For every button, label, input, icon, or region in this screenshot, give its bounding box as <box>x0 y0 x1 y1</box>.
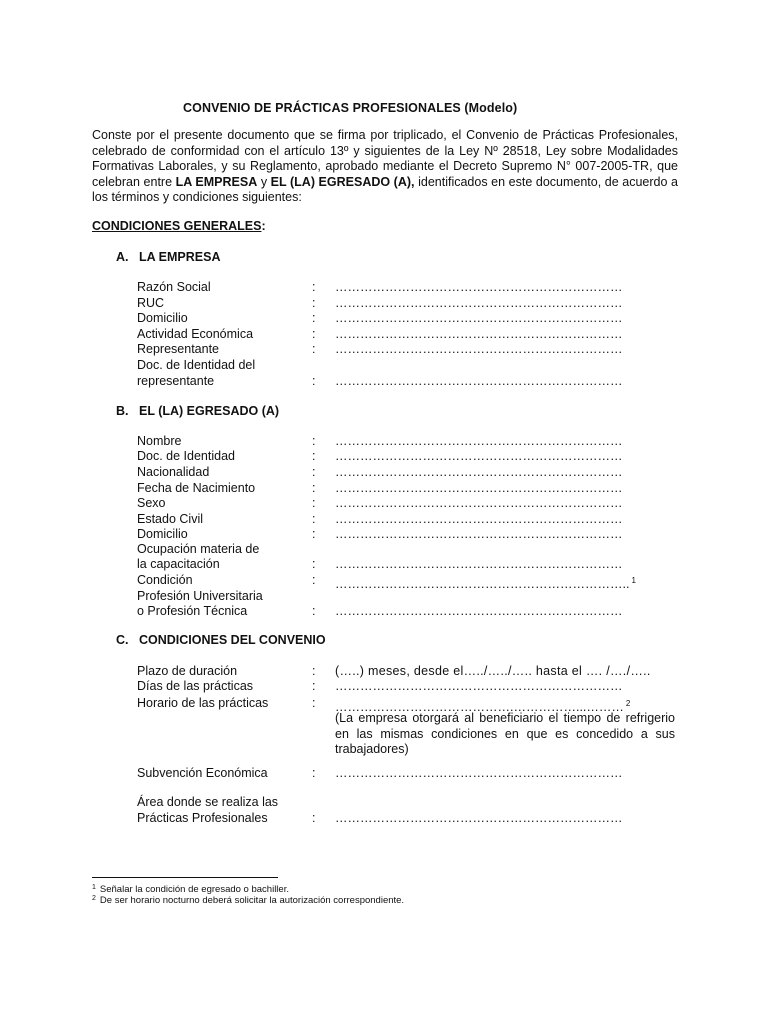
section-b-heading <box>116 404 279 420</box>
field-horario-practicas <box>137 696 677 712</box>
field-colon: : <box>312 512 316 526</box>
field-colon: : <box>312 280 316 294</box>
field-blank[interactable]: …………………………………………………………… <box>335 327 623 341</box>
field-colon: : <box>312 327 316 341</box>
field-label: Doc. de Identidad <box>137 449 235 463</box>
field-blank[interactable]: …………………………………………………………… <box>335 280 623 294</box>
field-label: Prácticas Profesionales <box>137 811 268 825</box>
field-blank[interactable]: …………………………………………………………… <box>335 557 623 571</box>
field-label: Domicilio <box>137 311 188 325</box>
field-label: Estado Civil <box>137 512 203 526</box>
field-blank[interactable]: …………………………………………………………… <box>335 496 623 510</box>
field-blank[interactable]: …………………………………………………………… <box>335 512 623 526</box>
field-representante <box>137 342 677 358</box>
field-colon: : <box>312 296 316 310</box>
document-title: CONVENIO DE PRÁCTICAS PROFESIONALES (Modelo) <box>183 101 518 115</box>
field-label: Condición <box>137 573 193 587</box>
general-heading-text: CONDICIONES GENERALES <box>92 219 262 233</box>
footnote-number: 1 <box>92 884 96 891</box>
field-blank[interactable]: …………………………………………………………… <box>335 434 623 448</box>
field-blank-dots: …………………………………………………………….. <box>335 577 630 591</box>
field-label: RUC <box>137 296 165 310</box>
field-subvencion <box>137 766 677 782</box>
field-label: Domicilio <box>137 527 188 541</box>
field-label: Subvención Económica <box>137 766 268 780</box>
field-label: Profesión Universitaria <box>137 589 263 603</box>
footnote-separator <box>92 877 278 878</box>
field-ocupacion <box>137 557 677 573</box>
field-label: representante <box>137 374 215 388</box>
field-domicilio-egresado <box>137 527 677 543</box>
field-colon: : <box>312 604 316 618</box>
field-blank[interactable]: …………………………………………………………… <box>335 679 623 693</box>
field-label: Representante <box>137 342 220 356</box>
footnote-ref: 2 <box>625 699 631 708</box>
general-conditions-heading <box>92 219 266 235</box>
field-blank[interactable]: …………………………………………………………… <box>335 465 623 479</box>
footnote-2 <box>92 893 404 906</box>
field-label: Horario de las prácticas <box>137 696 269 710</box>
field-blank[interactable]: …………………………………………………………… <box>335 527 623 541</box>
field-blank[interactable]: …………………………………………………………… <box>335 311 623 325</box>
footnote-number: 2 <box>92 895 96 902</box>
field-dias-practicas <box>137 679 677 695</box>
field-label: Área donde se realiza las <box>137 795 279 809</box>
section-a-title: LA EMPRESA <box>139 250 221 264</box>
field-label: Actividad Económica <box>137 327 254 341</box>
field-nacionalidad <box>137 465 677 481</box>
field-blank[interactable]: …………………………………………………………… <box>335 374 623 388</box>
field-colon: : <box>312 434 316 448</box>
field-colon: : <box>312 811 316 825</box>
field-colon: : <box>312 696 316 710</box>
field-doc-identidad-rep-line1 <box>137 358 677 374</box>
intro-bold-empresa: LA EMPRESA <box>175 174 258 189</box>
field-profesion-line1 <box>137 589 677 605</box>
footnote-text: Señalar la condición de egresado o bachiller. <box>99 884 289 895</box>
field-blank[interactable]: …………………………………………………………… <box>335 296 623 310</box>
intro-bold-egresado: EL (LA) EGRESADO (A), <box>270 174 415 189</box>
field-label: la capacitación <box>137 557 220 571</box>
field-colon: : <box>312 573 316 587</box>
general-heading-colon: : <box>261 219 266 233</box>
section-b-letter: B. <box>116 404 129 418</box>
section-a-heading <box>116 250 221 266</box>
field-blank[interactable]: …………………………………………………………… <box>335 342 623 356</box>
field-colon: : <box>312 481 316 495</box>
field-blank[interactable]: (…..) meses, desde el…../…../….. hasta el …. /…./….. <box>335 664 651 678</box>
field-colon: : <box>312 664 316 678</box>
field-label: Plazo de duración <box>137 664 238 678</box>
field-label: Fecha de Nacimiento <box>137 481 256 495</box>
section-c-title: CONDICIONES DEL CONVENIO <box>139 633 326 647</box>
field-label: Doc. de Identidad del <box>137 358 256 372</box>
field-blank[interactable]: …………………………………………………………… <box>335 604 623 618</box>
field-colon: : <box>312 374 316 388</box>
intro-text-2: identificados en este documento, de acuerdo a los términos y condiciones siguientes: <box>92 174 678 205</box>
field-colon: : <box>312 766 316 780</box>
field-profesion <box>137 604 677 620</box>
field-label: Días de las prácticas <box>137 679 254 693</box>
field-colon: : <box>312 679 316 693</box>
field-label: Sexo <box>137 496 166 510</box>
field-label: Razón Social <box>137 280 211 294</box>
intro-text-mid: y <box>257 174 271 189</box>
field-plazo-duracion <box>137 664 677 680</box>
field-nombre <box>137 434 677 450</box>
field-razon-social <box>137 280 677 296</box>
field-doc-identidad-rep <box>137 374 677 390</box>
field-blank-dots: …………………………………….……………...……… <box>335 700 624 714</box>
intro-text-1: Conste por el presente documento que se firma por triplicado, el Convenio de Prácticas Profesionales, celebrado de conformidad con el artículo 13º y siguientes de la Ley Nº 28518, Ley sobre Modalidades Formativas Laborales, y su Reglamento, aprobado mediante el Decreto Supremo N° 007-2005-TR, que celebran entre <box>92 128 678 189</box>
section-b-title: EL (LA) EGRESADO (A) <box>139 404 280 418</box>
section-a-letter: A. <box>116 250 129 264</box>
field-colon: : <box>312 465 316 479</box>
refrigerio-note: (La empresa otorgará al beneficiario el tiempo de refrigerio en las mismas condiciones en que es concedido a sus trabajadores) <box>335 711 675 756</box>
field-doc-identidad <box>137 449 677 465</box>
field-label: o Profesión Técnica <box>137 604 248 618</box>
section-c-letter: C. <box>116 633 129 647</box>
field-area <box>137 811 677 827</box>
field-colon: : <box>312 557 316 571</box>
field-fecha-nacimiento <box>137 481 677 497</box>
field-domicilio-empresa <box>137 311 677 327</box>
field-label: Nombre <box>137 434 182 448</box>
intro-paragraph <box>92 128 678 206</box>
footnote-text: De ser horario nocturno deberá solicitar la autorización correspondiente. <box>99 895 405 906</box>
section-c-heading <box>116 633 326 649</box>
field-colon: : <box>312 496 316 510</box>
field-estado-civil <box>137 512 677 528</box>
field-label: Nacionalidad <box>137 465 210 479</box>
field-colon: : <box>312 527 316 541</box>
field-colon: : <box>312 311 316 325</box>
field-ruc <box>137 296 677 312</box>
field-ocupacion-line1 <box>137 542 677 558</box>
field-blank[interactable]: …………………………………………………………… <box>335 811 623 825</box>
field-sexo <box>137 496 677 512</box>
field-blank[interactable]: …………………………………………………………… <box>335 449 623 463</box>
field-actividad-economica <box>137 327 677 343</box>
field-condicion <box>137 573 677 589</box>
field-area-line1 <box>137 795 677 811</box>
field-colon: : <box>312 342 316 356</box>
field-blank[interactable]: …………………………………………………………… <box>335 481 623 495</box>
field-label: Ocupación materia de <box>137 542 260 556</box>
footnote-ref: 1 <box>631 576 636 585</box>
field-colon: : <box>312 449 316 463</box>
field-blank[interactable]: …………………………………………………………… <box>335 766 623 780</box>
